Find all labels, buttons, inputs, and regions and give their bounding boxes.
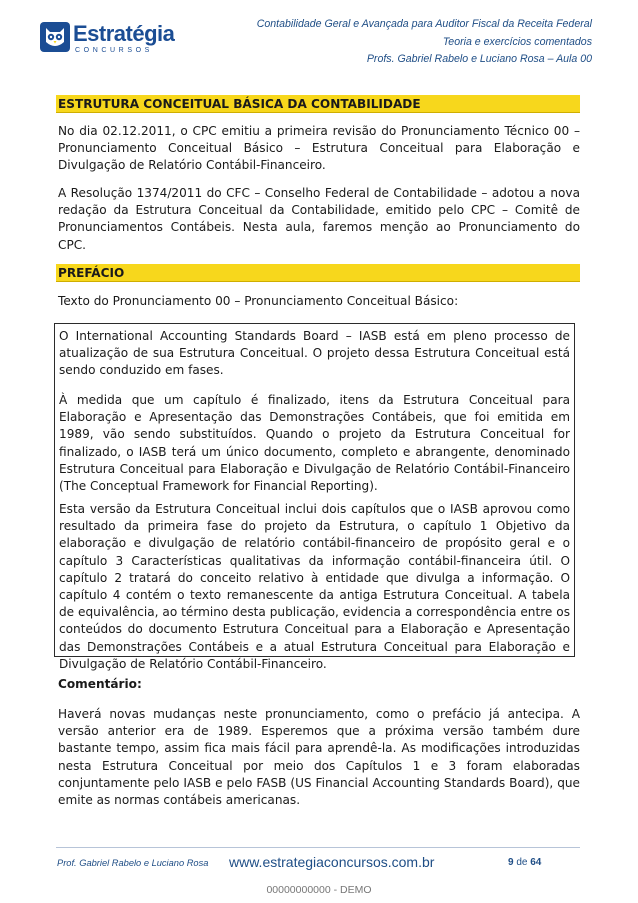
preface-heading-band xyxy=(56,264,580,282)
logo-wordmark: Estratégia xyxy=(73,21,175,46)
section-heading-band xyxy=(56,95,580,113)
comment-label: Comentário: xyxy=(58,677,142,691)
header-course-title: Contabilidade Geral e Avançada para Auditor Fiscal da Receita Federal xyxy=(256,18,592,30)
section-heading: ESTRUTURA CONCEITUAL BÁSICA DA CONTABILIDADE xyxy=(58,97,421,111)
quote-paragraph: Esta versão da Estrutura Conceitual inclui dois capítulos que o IASB aprovou como resultado da primeira fase do projeto da Estrutura, o capítulo 1 Objetivo da elaboração e divulgação de relatório contábil-financeiro de propósito geral e o capítulo 3 Características qualitativas da informação contábil-financeira útil. O capítulo 2 tratará do conceito relativo à entidade que divulga a informação. O capítulo 4 contém o texto remanescente da antiga Estrutura Conceitual. A tabela de equivalência, ao término desta publicação, evidencia a correspondência entre os conteúdos do documento Estrutura Conceitual para a Elaboração e Apresentação das Demonstrações Contábeis e a atual Estrutura Conceitual para Elaboração e Divulgação de Relatório Contábil-Financeiro. xyxy=(59,502,570,671)
quote-paragraph: O International Accounting Standards Board – IASB está em pleno processo de atualização de sua Estrutura Conceitual. O projeto dessa Estrutura Conceitual está sendo conduzido em fases. xyxy=(59,329,570,378)
header-lesson: Profs. Gabriel Rabelo e Luciano Rosa – Aula 00 xyxy=(366,53,592,65)
demo-watermark-text: 00000000000 - DEMO xyxy=(266,884,372,896)
header-subtitle: Teoria e exercícios comentados xyxy=(442,35,592,48)
preface-intro xyxy=(58,293,580,310)
current-page: 9 xyxy=(508,857,514,868)
total-pages: 64 xyxy=(530,857,542,868)
section-main-body-2 xyxy=(58,185,580,254)
owl-icon xyxy=(40,22,70,52)
preface-heading: PREFÁCIO xyxy=(58,266,125,280)
logo-tagline: CONCURSOS xyxy=(75,47,153,54)
comment-label-wrap xyxy=(58,676,580,693)
page-separator: de xyxy=(516,857,528,868)
paragraph: Texto do Pronunciamento 00 – Pronunciamento Conceitual Básico: xyxy=(58,294,459,308)
estrategia-logo[interactable] xyxy=(40,20,180,60)
paragraph: Haverá novas mudanças neste pronunciamento, como o prefácio já antecipa. A versão anterior era de 1989. Esperemos que a próxima versão também dure bastante tempo, assim fica mais fácil para aprendê-la. As modificações introduzidas nesta Estrutura Conceitual por meio dos Capítulos 1 e 3 foram elaboradas conjuntamente pelo IASB e pelo FASB (US Financial Accounting Standards Board), que emite as normas contábeis americanas. xyxy=(58,707,580,808)
paragraph: A Resolução 1374/2011 do CFC – Conselho Federal de Contabilidade – adotou a nova redação da Estrutura Conceitual da Contabilidade, emitido pelo CPC – Comitê de Pronunciamentos Contábeis. Nesta aula, faremos menção ao Pronunciamento do CPC. xyxy=(58,186,580,252)
quoted-text-box xyxy=(54,323,575,671)
quote-paragraph: À medida que um capítulo é finalizado, itens da Estrutura Conceitual para Elaboração e Apresentação das Demonstrações Contábeis, que foi emitida em 1989, vão sendo substituídos. Quando o projeto da Estrutura Conceitual for finalizado, o IASB terá um único documento, completo e abrangente, denominado Estrutura Conceitual para Elaboração e Divulgação de Relatório Contábil-Financeiro (The Conceptual Framework for Financial Reporting). xyxy=(59,393,570,494)
footer-authors: Prof. Gabriel Rabelo e Luciano Rosa xyxy=(57,858,209,868)
paragraph: No dia 02.12.2011, o CPC emitiu a primeira revisão do Pronunciamento Técnico 00 – Pronunciamento Conceitual Básico – Estrutura Conceitual para Elaboração e Divulgação de Relatório Contábil-Financeiro. xyxy=(58,124,580,173)
comment-body xyxy=(58,706,580,809)
footer-divider xyxy=(56,847,580,848)
page-number xyxy=(508,857,541,868)
running-header xyxy=(257,16,592,69)
section-main-body xyxy=(58,123,580,175)
footer-website-link[interactable]: www.estrategiaconcursos.com.br xyxy=(229,854,435,870)
